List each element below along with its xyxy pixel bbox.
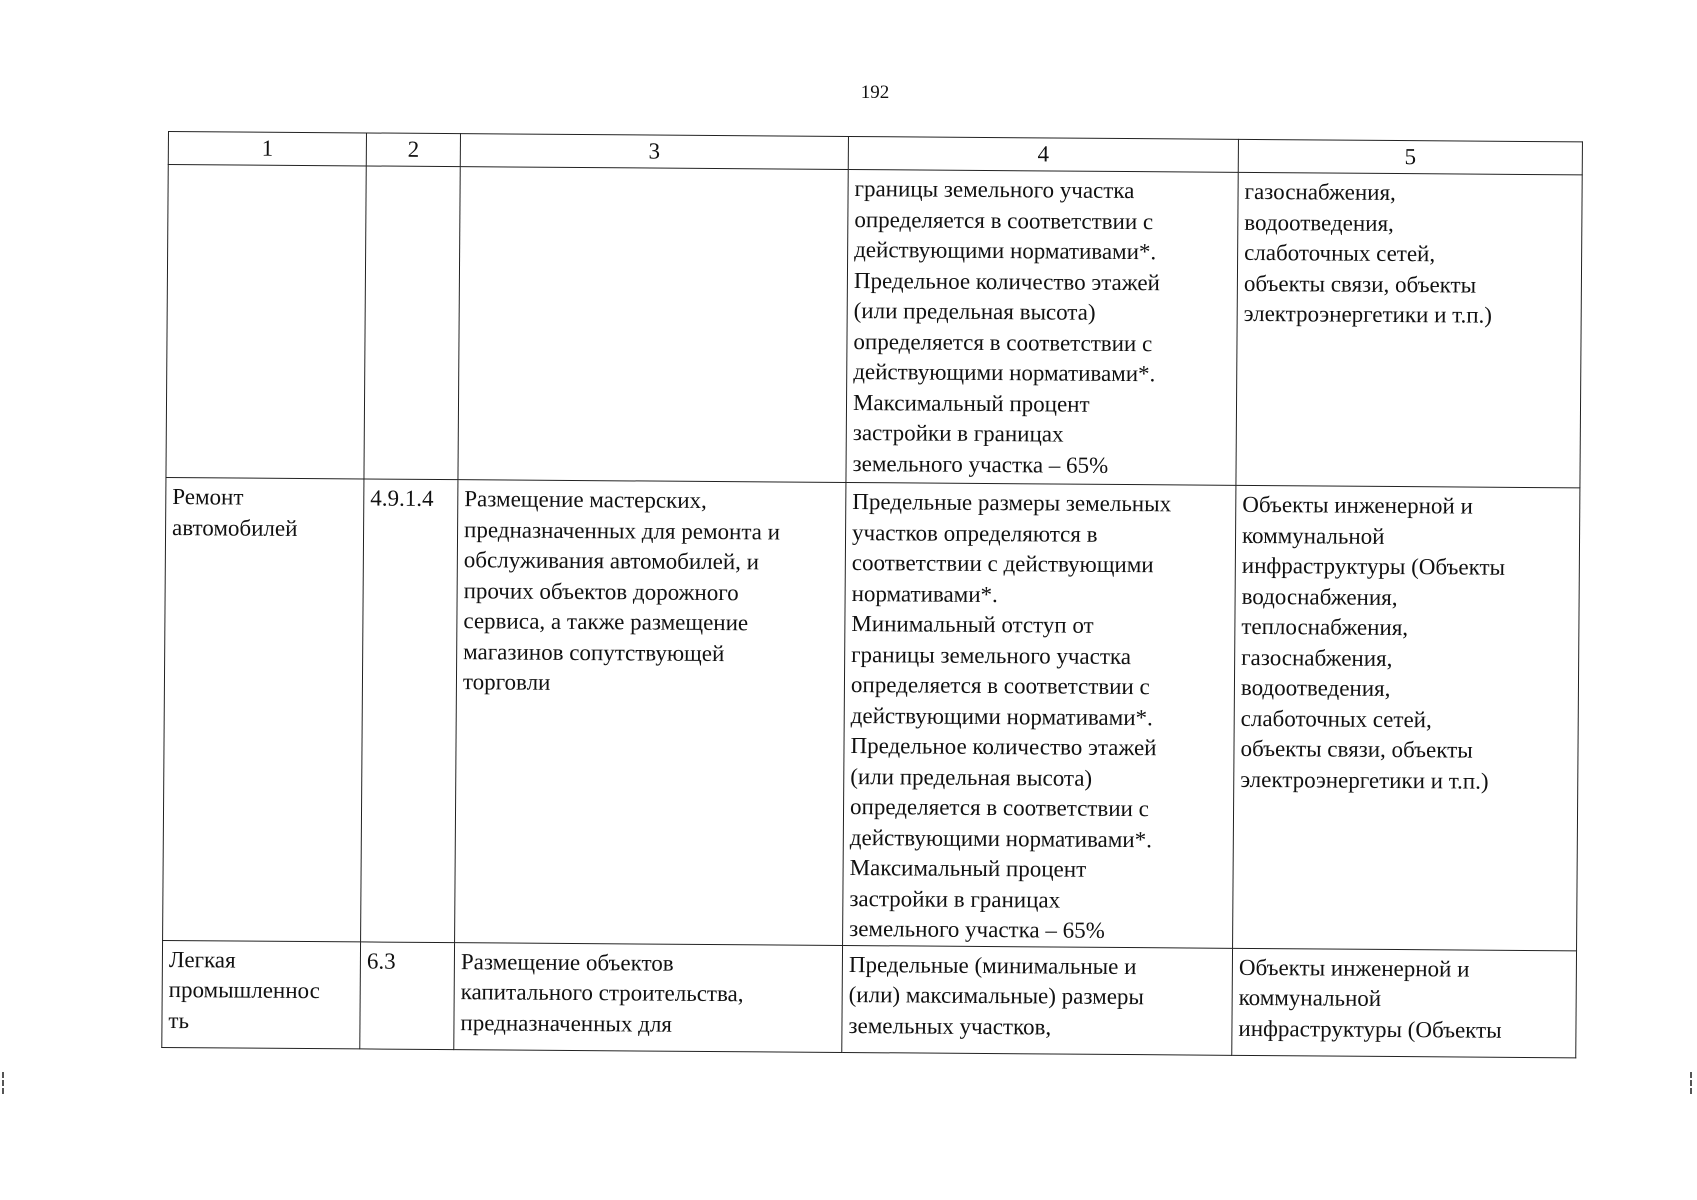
infrastructure-cell — [1236, 172, 1582, 488]
parameters-cell — [846, 169, 1238, 485]
table-row — [163, 477, 1580, 950]
column-header-4: 4 — [848, 136, 1238, 172]
use-description-text: Размещение объектов капитального строительства, предназначенных для — [460, 948, 744, 1037]
right-margin-scan-mark — [1690, 1072, 1694, 1094]
column-header-1: 1 — [168, 132, 366, 166]
use-name-cell — [163, 477, 364, 941]
use-description-cell — [458, 167, 848, 483]
use-name-cell — [166, 165, 366, 479]
parameters-cell — [843, 482, 1236, 947]
use-name-text: Легкая промышленнос ть — [168, 946, 320, 1033]
parameters-text: Предельные размеры земельных участков определяются в соответствии с действующими нормативами*. Минимальный отступ от границы земельного участка определяется в соответствии с действующими нормативами*. Предельное количество этажей (или предельная высота) определяется в соответствии с действующими нормативами*. Максимальный процент застройки в границах земельного участка – 65% — [849, 489, 1172, 943]
use-code-text: 6.3 — [366, 947, 396, 974]
use-name-cell — [162, 940, 361, 1048]
table-row — [162, 940, 1577, 1057]
infrastructure-text: Объекты инженерной и коммунальной инфраструктуры (Объекты водоснабжения, теплоснабжения, газоснабжения, водоотведения, слаботочных сетей, объекты связи, объекты электроэнергетики и т.п.) — [1240, 491, 1506, 794]
column-header-5: 5 — [1238, 139, 1582, 175]
land-use-regulations-table — [161, 131, 1583, 1058]
left-margin-scan-mark — [2, 1072, 6, 1094]
use-code-cell — [360, 941, 455, 1049]
parameters-cell — [842, 945, 1233, 1055]
table-row — [166, 165, 1582, 488]
column-header-2: 2 — [366, 133, 460, 167]
use-code-text — [373, 171, 454, 172]
use-description-text: Размещение мастерских, предназначенных для ремонта и обслуживания автомобилей, и прочих объектов дорожного сервиса, а также размещение магазинов сопутствующей торговли — [462, 486, 781, 695]
use-name-text: Ремонт автомобилей — [172, 484, 298, 541]
use-code-cell — [361, 479, 458, 942]
use-description-text — [467, 171, 842, 174]
use-description-cell — [455, 480, 846, 945]
use-description-cell — [454, 942, 843, 1052]
use-name-text — [175, 169, 360, 170]
infrastructure-text: газоснабжения, водоотведения, слаботочных сетей, объекты связи, объекты электроэнергетики и т.п.) — [1243, 178, 1493, 328]
page-number: 192 — [860, 82, 890, 103]
column-header-3: 3 — [460, 134, 848, 170]
use-code-text: 4.9.1.4 — [370, 485, 434, 511]
use-code-cell — [364, 166, 460, 480]
parameters-text: границы земельного участка определяется в соответствии с действующими нормативами*. Предельное количество этажей (или предельная высота) определяется в соответствии с действующими нормативами*. Максимальный процент застройки в границах земельного участка – 65% — [852, 176, 1161, 478]
infrastructure-cell — [1233, 485, 1580, 950]
parameters-text: Предельные (минимальные и (или) максимальные) размеры земельных участков, — [848, 951, 1145, 1039]
infrastructure-text: Объекты инженерной и коммунальной инфраструктуры (Объекты — [1238, 954, 1502, 1043]
infrastructure-cell — [1232, 948, 1577, 1058]
